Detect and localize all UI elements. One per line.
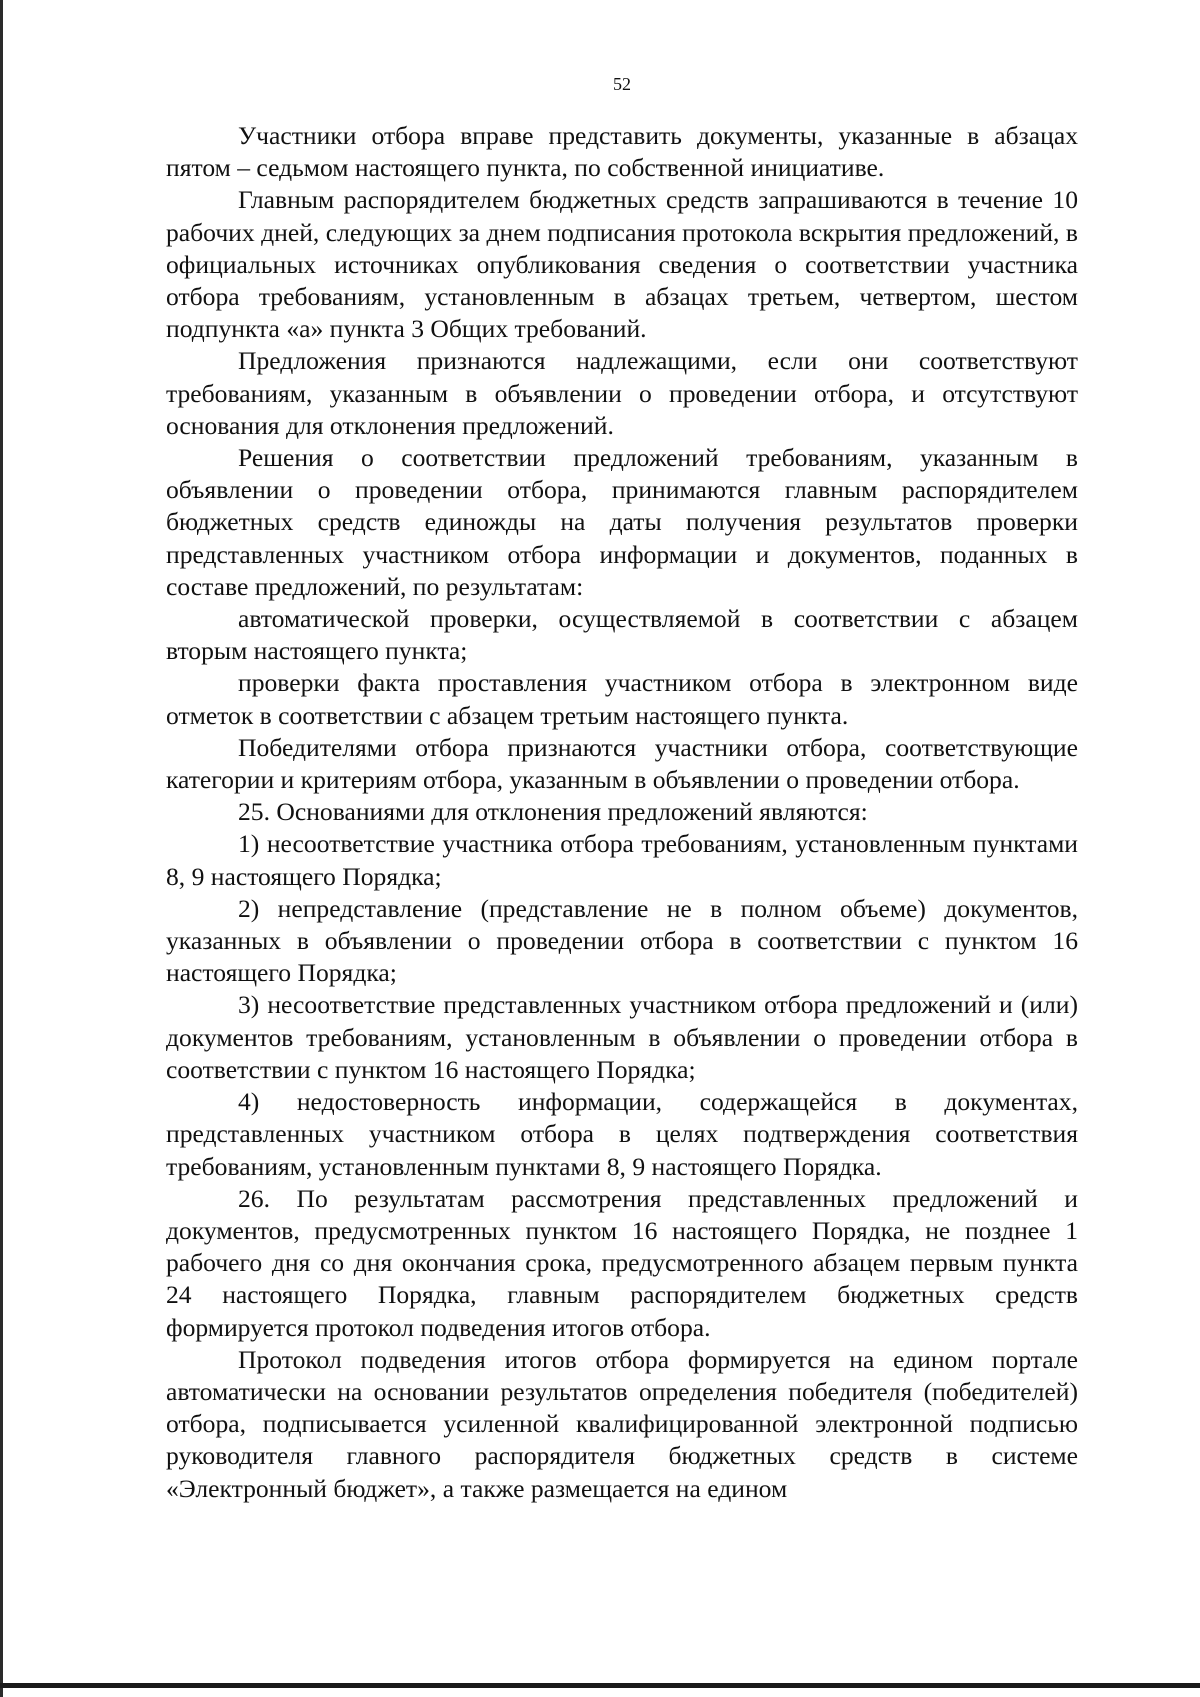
paragraph: Участники отбора вправе представить документы, указанные в абзацах пятом – седьмом настоящего пункта, по собственной инициативе. xyxy=(166,121,1078,183)
paragraph: 4) недостоверность информации, содержащейся в документах, представленных участником отбора в целях подтверждения соответствия требованиям, установленным пунктами 8, 9 настоящего Порядка. xyxy=(166,1087,1078,1181)
document-page xyxy=(166,70,1078,1505)
paragraph: 1) несоответствие участника отбора требованиям, установленным пунктами 8, 9 настоящего Порядка; xyxy=(166,829,1078,891)
scan-edge-bottom xyxy=(0,1683,1200,1688)
page-number: 52 xyxy=(613,74,631,94)
paragraph: Главным распорядителем бюджетных средств запрашиваются в течение 10 рабочих дней, следующих за днем подписания протокола вскрытия предложений, в официальных источниках опубликования сведения о соответствии участника отбора требованиям, установленным в абзацах третьем, четвертом, шестом подпункта «а» пункта 3 Общих требований. xyxy=(166,185,1078,344)
paragraph: Победителями отбора признаются участники отбора, соответствующие категории и критериям отбора, указанным в объявлении о проведении отбора. xyxy=(166,732,1078,795)
paragraph: 3) несоответствие представленных участником отбора предложений и (или) документов требованиям, установленным в объявлении о проведении отбора в соответствии с пунктом 16 настоящего Порядка; xyxy=(166,990,1078,1084)
paragraph: Предложения признаются надлежащими, если они соответствуют требованиям, указанным в объявлении о проведении отбора, и отсутствуют основания для отклонения предложений. xyxy=(166,346,1078,440)
paragraph: автоматической проверки, осуществляемой в соответствии с абзацем вторым настоящего пункта; xyxy=(166,604,1078,666)
paragraph: Решения о соответствии предложений требованиям, указанным в объявлении о проведении отбора, принимаются главным распорядителем бюджетных средств единожды на даты получения результатов проверки представленных участником отбора информации и документов, поданных в составе предложений, по результатам: xyxy=(166,443,1078,601)
scan-edge-left xyxy=(0,0,3,1697)
paragraph: проверки факта проставления участником отбора в электронном виде отметок в соответствии с абзацем третьим настоящего пункта. xyxy=(166,668,1078,730)
paragraph: 25. Основаниями для отклонения предложений являются: xyxy=(238,797,868,827)
paragraph: 2) непредставление (представление не в полном объеме) документов, указанных в объявлении о проведении отбора в соответствии с пунктом 16 настоящего Порядка; xyxy=(166,893,1078,988)
paragraph: Протокол подведения итогов отбора формируется на едином портале автоматически на основании результатов определения победителя (победителей) отбора, подписывается усиленной квалифицированной электронной подписью руководителя главного распорядителя бюджетных средств в системе «Электронный бюджет», а также размещается на едином xyxy=(166,1344,1078,1503)
paragraph: 26. По результатам рассмотрения представленных предложений и документов, предусмотренных пунктом 16 настоящего Порядка, не позднее 1 рабочего дня со дня окончания срока, предусмотренного абзацем первым пункта 24 настоящего Порядка, главным распорядителем бюджетных средств формируется протокол подведения итогов отбора. xyxy=(166,1183,1078,1342)
